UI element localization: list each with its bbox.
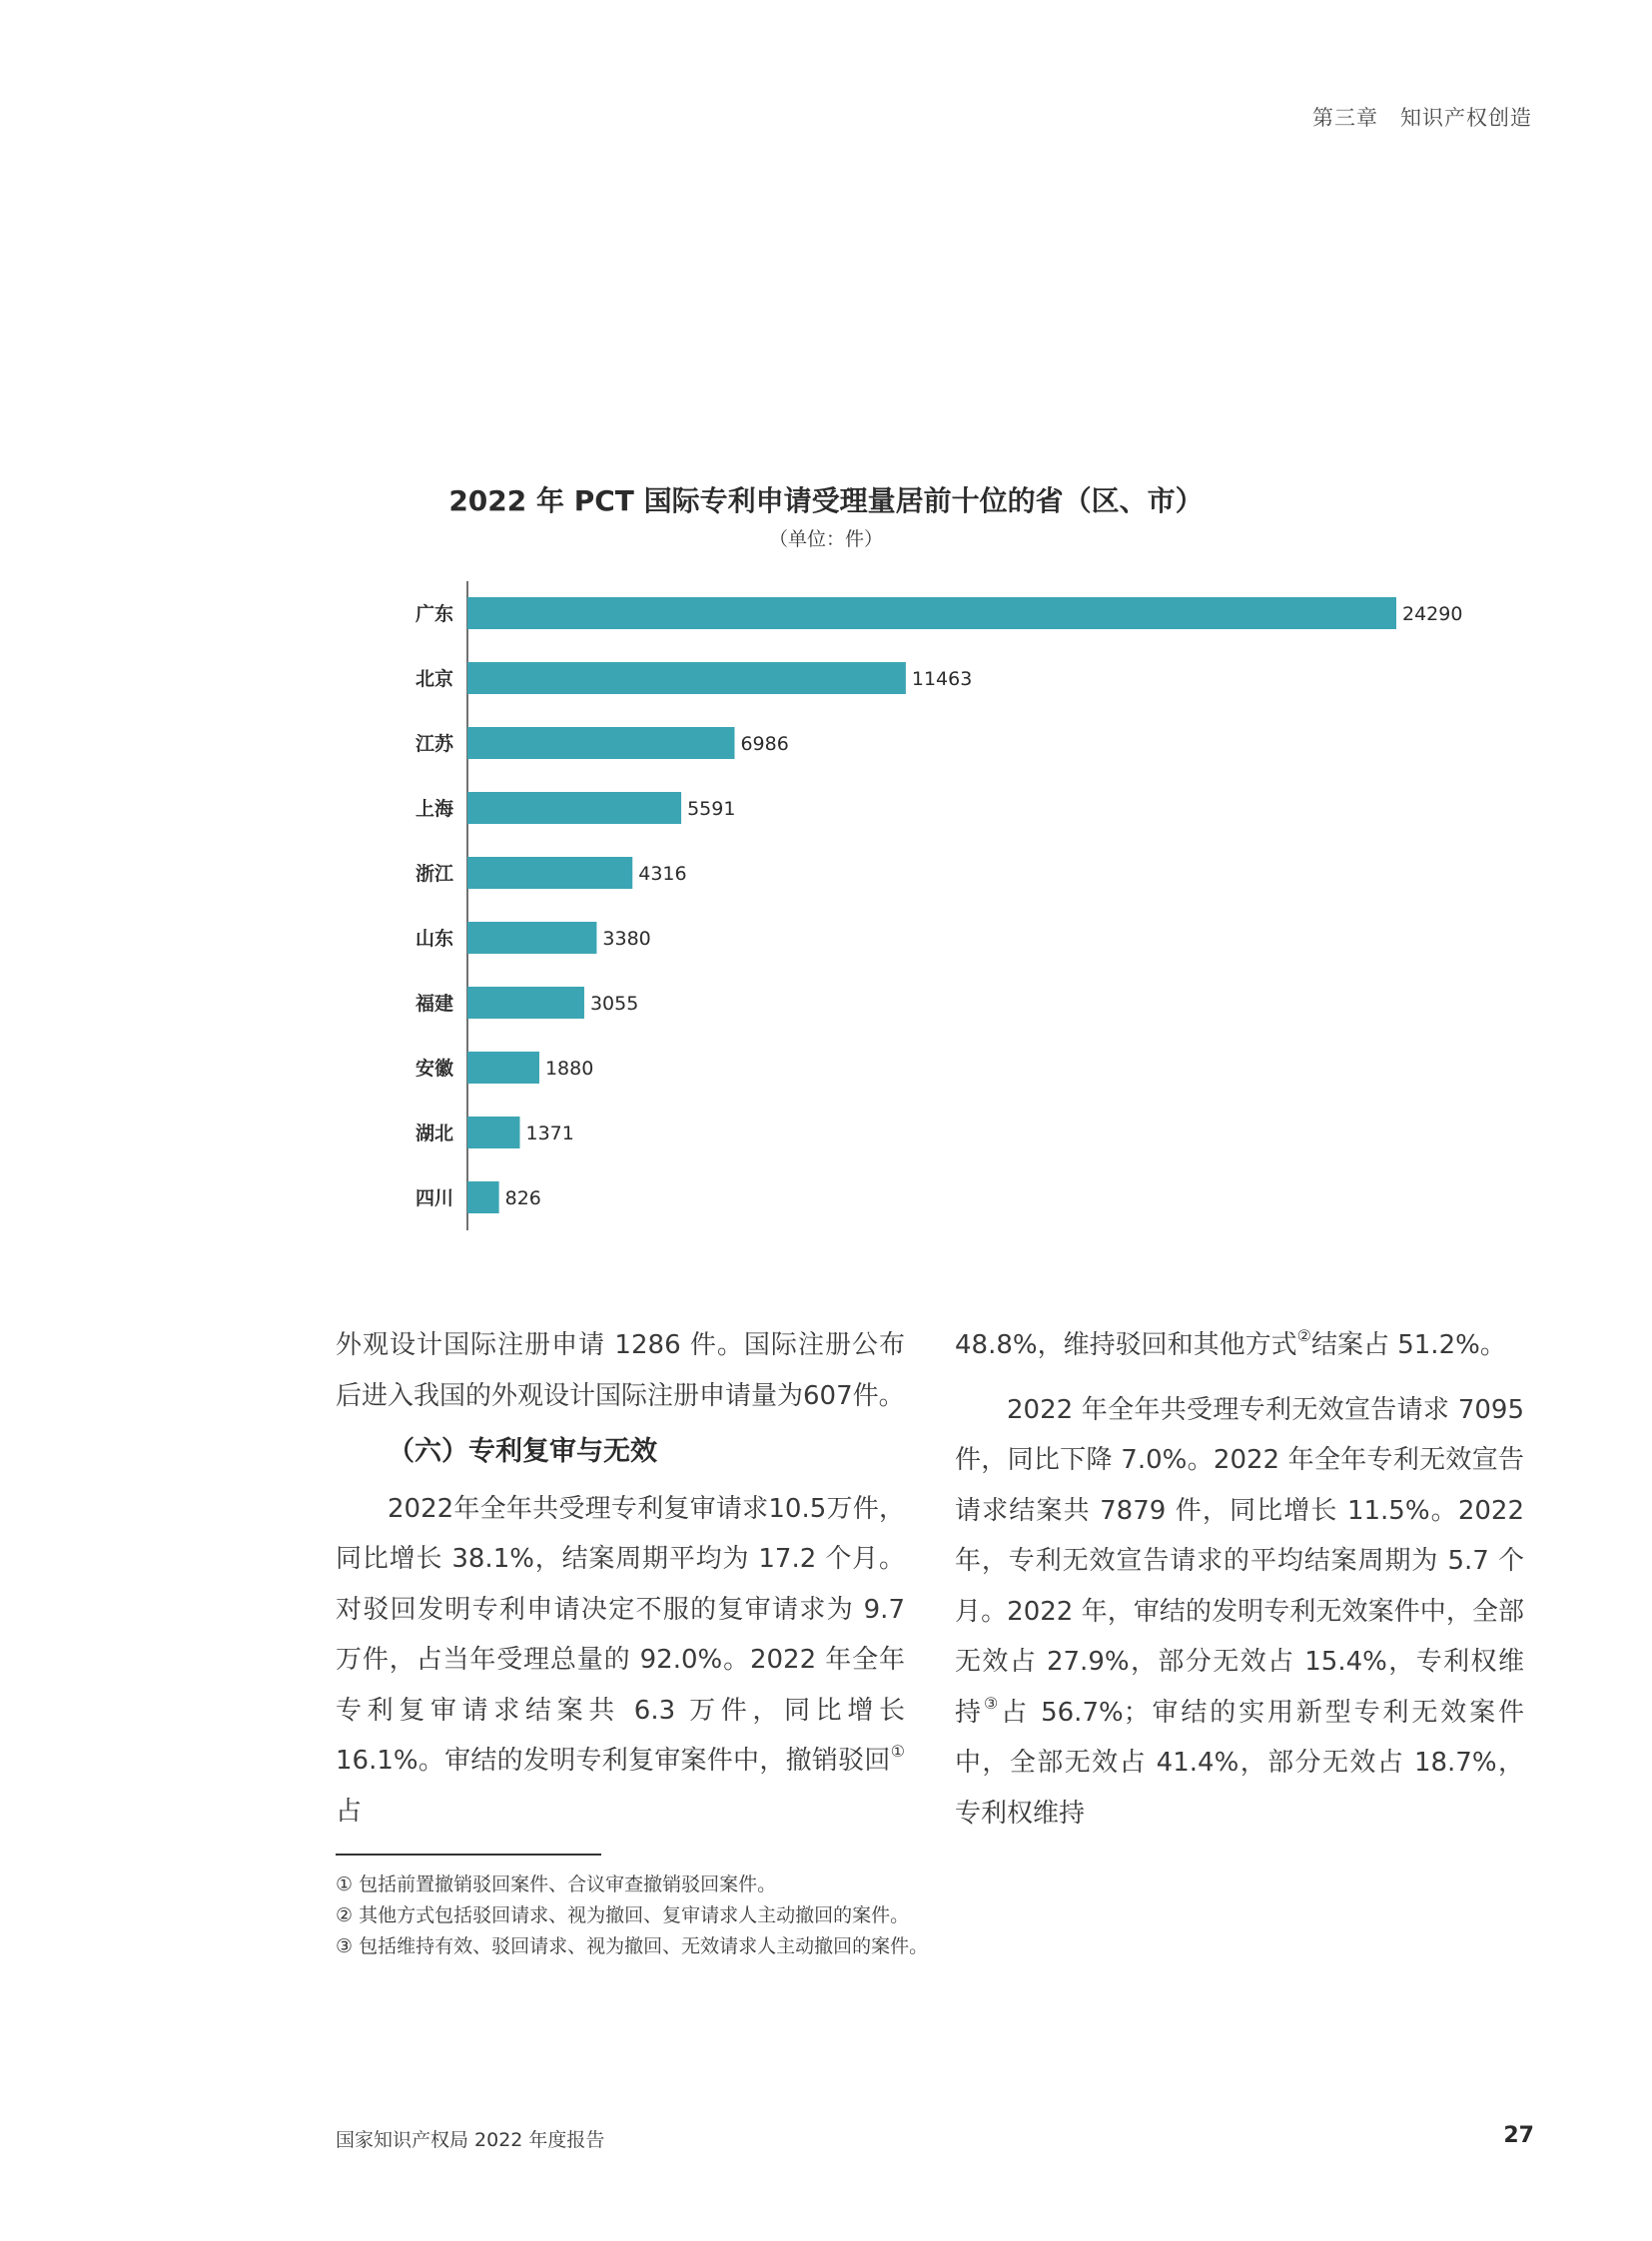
footnote-2: ② 其他方式包括驳回请求、视为撤回、复审请求人主动撤回的案件。 bbox=[336, 1904, 910, 1926]
data-label: 3055 bbox=[589, 993, 639, 1015]
category-label: 湖北 bbox=[414, 1122, 453, 1144]
footnote-ref-2: ② bbox=[1296, 1326, 1311, 1345]
right-paragraph-1 bbox=[955, 1320, 1524, 1371]
data-label: 24290 bbox=[1402, 603, 1463, 625]
category-label: 上海 bbox=[414, 798, 453, 820]
bar bbox=[467, 597, 1396, 629]
right-paragraph-2 bbox=[955, 1385, 1524, 1840]
left-paragraph-1: 外观设计国际注册申请 1286 件。国际注册公布后进入我国的外观设计国际注册申请量为607件。 bbox=[336, 1330, 905, 1411]
page-number: 27 bbox=[1503, 2123, 1534, 2148]
category-label: 北京 bbox=[414, 668, 453, 690]
bar bbox=[467, 662, 906, 694]
right-paragraph-1-tail: 结案占 51.2%。 bbox=[1310, 1330, 1506, 1360]
left-column bbox=[336, 1320, 905, 1837]
data-label: 1371 bbox=[525, 1122, 574, 1144]
data-label: 826 bbox=[504, 1187, 541, 1209]
footnote-divider bbox=[336, 1854, 601, 1856]
bar bbox=[467, 1117, 519, 1148]
data-label: 1880 bbox=[544, 1058, 594, 1080]
category-label: 浙江 bbox=[414, 863, 453, 885]
bar bbox=[467, 987, 584, 1019]
left-paragraph-2 bbox=[336, 1484, 905, 1838]
data-label: 11463 bbox=[911, 668, 973, 690]
category-label: 安徽 bbox=[414, 1058, 453, 1080]
footnote-1: ① 包括前置撤销驳回案件、合议审查撤销驳回案件。 bbox=[336, 1873, 777, 1895]
bar bbox=[467, 1052, 539, 1084]
category-label: 山东 bbox=[414, 928, 453, 950]
footnotes bbox=[336, 1869, 928, 1962]
footnote-ref-3: ③ bbox=[983, 1693, 1002, 1713]
chart-unit: （单位：件） bbox=[768, 528, 883, 550]
data-label: 4316 bbox=[638, 863, 687, 885]
right-column bbox=[955, 1320, 1524, 1839]
footnote-ref-1: ① bbox=[890, 1742, 905, 1761]
bar bbox=[467, 727, 734, 759]
bar bbox=[467, 857, 632, 889]
left-paragraph-2-text: 2022年全年共受理专利复审请求10.5万件，同比增长 38.1%，结案周期平均为 17.2 个月。对驳回发明专利申请决定不服的复审请求为 9.7 万件，占当年受理总量的 92.0%。2022 年全年专利复审请求结案共 6.3 万件，同比增长 16.1%。审结的发明专利复审案件中，撤销驳回 bbox=[336, 1493, 905, 1776]
chapter-header: 第三章 知识产权创造 bbox=[1312, 106, 1532, 130]
category-label: 江苏 bbox=[414, 733, 453, 755]
right-paragraph-2-tail: 占 56.7%；审结的实用新型专利无效案件中，全部无效占 41.4%，部分无效占 18.7%，专利权维持 bbox=[955, 1697, 1524, 1829]
bar bbox=[467, 922, 596, 954]
category-label: 广东 bbox=[414, 603, 453, 625]
data-label: 5591 bbox=[687, 798, 736, 820]
report-title-footer: 国家知识产权局 2022 年度报告 bbox=[336, 2129, 605, 2151]
bar bbox=[467, 792, 681, 824]
footnote-3: ③ 包括维持有效、驳回请求、视为撤回、无效请求人主动撤回的案件。 bbox=[336, 1935, 929, 1957]
data-label: 3380 bbox=[602, 928, 651, 950]
category-label: 四川 bbox=[414, 1187, 453, 1209]
right-paragraph-1-text: 48.8%，维持驳回和其他方式 bbox=[955, 1330, 1297, 1360]
data-label: 6986 bbox=[740, 733, 789, 755]
category-label: 福建 bbox=[414, 993, 453, 1015]
left-paragraph-2-tail: 占 bbox=[336, 1796, 363, 1827]
right-paragraph-2-text: 2022 年全年共受理专利无效宣告请求 7095 件，同比下降 7.0%。2022 年全年专利无效宣告请求结案共 7879 件，同比增长 11.5%。2022 年，专利无效宣告请求的平均结案周期为 5.7 个月。2022 年，审结的发明专利无效案件中，全部无效占 27.9%，部分无效占 15.4%，专利权维持 bbox=[955, 1394, 1524, 1728]
bar bbox=[467, 1181, 499, 1213]
section-title: （六）专利复审与无效 bbox=[388, 1436, 657, 1467]
chart-title: 2022 年 PCT 国际专利申请受理量居前十位的省（区、市） bbox=[448, 484, 1204, 517]
bar-chart bbox=[380, 581, 1498, 1230]
